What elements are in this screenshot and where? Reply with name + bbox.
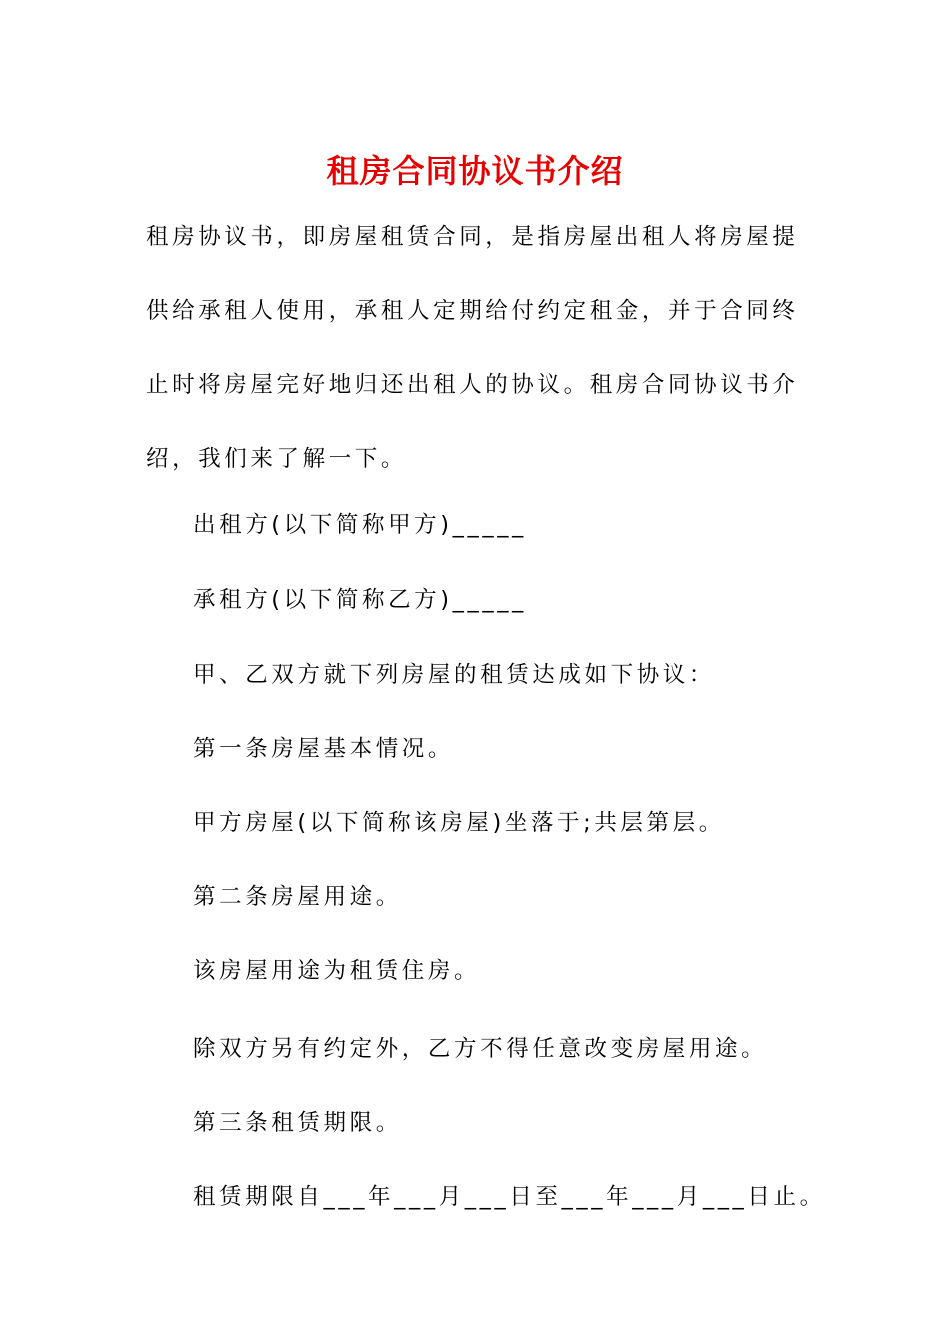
clause-lessee: 承租方(以下简称乙方)_____ <box>193 587 527 613</box>
clause-lessor: 出租方(以下简称甲方)_____ <box>193 512 527 538</box>
clause-agreement-intro: 甲、乙双方就下列房屋的租赁达成如下协议： <box>193 662 716 688</box>
intro-paragraph: 租房协议书，即房屋租赁合同，是指房屋出租人将房屋提供给承租人使用，承租人定期给付约定租金，并于合同终止时将房屋完好地归还出租人的协议。租房合同协议书介绍，我们来了解一下。 <box>146 224 799 472</box>
document-title: 租房合同协议书介绍 <box>326 152 624 190</box>
clause-article-3-heading: 第三条租赁期限。 <box>193 1110 402 1136</box>
clause-article-3-body: 租赁期限自___年___月___日至___年___月___日止。 <box>193 1184 826 1210</box>
clause-article-2-restriction: 除双方另有约定外，乙方不得任意改变房屋用途。 <box>193 1036 768 1062</box>
clause-article-1-heading: 第一条房屋基本情况。 <box>193 736 455 762</box>
clause-article-2-heading: 第二条房屋用途。 <box>193 884 402 910</box>
clause-article-2-body: 该房屋用途为租赁住房。 <box>193 958 481 984</box>
clause-article-1-body: 甲方房屋(以下简称该房屋)坐落于;共层第层。 <box>193 810 725 836</box>
